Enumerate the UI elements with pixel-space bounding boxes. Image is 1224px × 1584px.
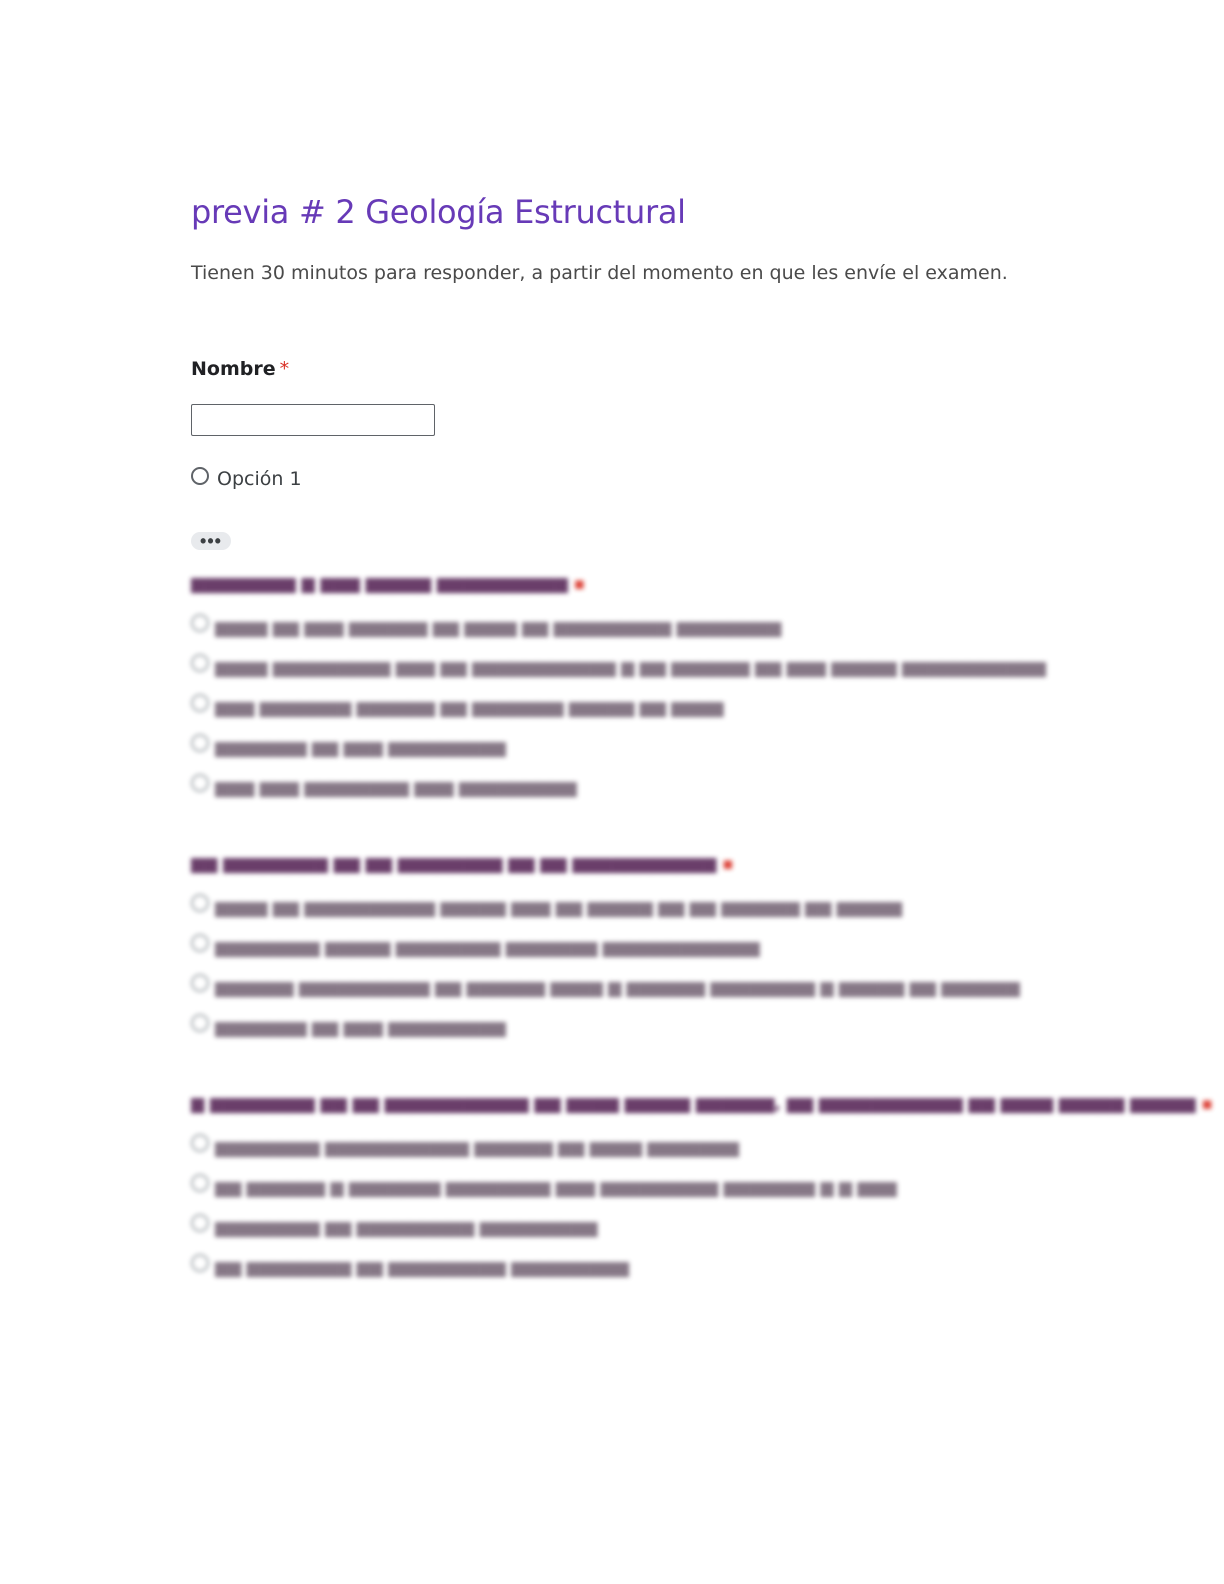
form-container — [191, 190, 1213, 1288]
question-option[interactable] — [191, 1248, 1091, 1288]
question-option[interactable] — [191, 608, 1091, 648]
question-title-blurred: ▆ ▆▆▆▆▆▆▆▆ ▆▆ ▆▆ ▆▆▆▆▆▆▆▆▆▆▆ ▆▆ ▆▆▆▆ ▆▆▆▆▆ ▆▆▆▆▆▆, ▆▆ ▆▆▆▆▆▆▆▆▆▆▆ ▆▆ ▆▆▆▆ ▆▆▆▆▆ ▆▆▆▆▆ ▪ — [191, 1094, 1213, 1114]
option-1-label: Opción 1 — [217, 468, 302, 490]
radio-button[interactable] — [191, 974, 209, 992]
required-asterisk: * — [279, 358, 290, 380]
name-label-text: Nombre — [191, 358, 276, 380]
form-description: Tienen 30 minutos para responder, a partir del momento en que les envíe el examen. — [191, 262, 1008, 284]
radio-button[interactable] — [191, 1174, 209, 1192]
question-options — [191, 608, 1091, 808]
question-option[interactable] — [191, 1128, 1091, 1168]
option-label-blurred: ▆▆▆ ▆▆▆▆▆▆▆ ▆▆▆▆▆▆ ▆▆ ▆▆▆▆▆▆▆ ▆▆▆▆▆ ▆▆ ▆▆▆▆ — [215, 698, 724, 718]
question-block — [191, 572, 1091, 808]
question-option[interactable] — [191, 768, 1091, 808]
name-field-label — [191, 356, 1091, 382]
question-block — [191, 1092, 1213, 1288]
option-label-blurred: ▆▆▆▆▆▆▆ ▆▆ ▆▆▆ ▆▆▆▆▆▆▆▆▆ — [215, 1018, 506, 1038]
radio-button[interactable] — [191, 734, 209, 752]
form-title: previa # 2 Geología Estructural — [191, 193, 686, 231]
question-option[interactable] — [191, 888, 1091, 928]
question-option[interactable] — [191, 1208, 1091, 1248]
radio-button[interactable] — [191, 1254, 209, 1272]
radio-button[interactable] — [191, 467, 209, 485]
radio-button[interactable] — [191, 694, 209, 712]
option-label-blurred: ▆▆ ▆▆▆▆▆▆▆▆ ▆▆ ▆▆▆▆▆▆▆▆▆ ▆▆▆▆▆▆▆▆▆ — [215, 1258, 629, 1278]
question-title-blurred: ▆▆ ▆▆▆▆▆▆▆▆ ▆▆ ▆▆ ▆▆▆▆▆▆▆▆ ▆▆ ▆▆ ▆▆▆▆▆▆▆▆▆▆▆ ▪ — [191, 854, 734, 874]
radio-button[interactable] — [191, 654, 209, 672]
name-input[interactable] — [191, 404, 435, 436]
question-option[interactable] — [191, 648, 1091, 688]
question-title-blurred: ▆▆▆▆▆▆▆▆ ▆ ▆▆▆ ▆▆▆▆▆ ▆▆▆▆▆▆▆▆▆▆ ▪ — [191, 574, 586, 594]
option-label-blurred: ▆▆▆ ▆▆▆ ▆▆▆▆▆▆▆▆ ▆▆▆ ▆▆▆▆▆▆▆▆▆ — [215, 778, 577, 798]
option-label-blurred: ▆▆▆▆ ▆▆ ▆▆▆▆▆▆▆▆▆▆ ▆▆▆▆▆ ▆▆▆ ▆▆ ▆▆▆▆▆ ▆▆ ▆▆ ▆▆▆▆▆▆ ▆▆ ▆▆▆▆▆ — [215, 898, 902, 918]
more-options-button[interactable]: ••• — [191, 532, 231, 550]
radio-button[interactable] — [191, 1134, 209, 1152]
radio-button[interactable] — [191, 894, 209, 912]
question-option[interactable] — [191, 1168, 1091, 1208]
question-option[interactable] — [191, 928, 1091, 968]
option-label-blurred: ▆▆▆▆▆▆▆▆ ▆▆▆▆▆▆▆▆▆▆▆ ▆▆▆▆▆▆ ▆▆ ▆▆▆▆ ▆▆▆▆▆▆▆ — [215, 1138, 739, 1158]
option-label-blurred: ▆▆▆▆ ▆▆▆▆▆▆▆▆▆ ▆▆▆ ▆▆ ▆▆▆▆▆▆▆▆▆▆▆ ▆ ▆▆ ▆▆▆▆▆▆ ▆▆ ▆▆▆ ▆▆▆▆▆ ▆▆▆▆▆▆▆▆▆▆▆ — [215, 658, 1046, 678]
option-label-blurred: ▆▆▆▆▆▆▆ ▆▆ ▆▆▆ ▆▆▆▆▆▆▆▆▆ — [215, 738, 506, 758]
radio-button[interactable] — [191, 934, 209, 952]
question-block — [191, 852, 1091, 1048]
question-option[interactable] — [191, 968, 1091, 1008]
option-label-blurred: ▆▆▆▆▆▆ ▆▆▆▆▆▆▆▆▆▆ ▆▆ ▆▆▆▆▆▆ ▆▆▆▆ ▆ ▆▆▆▆▆▆ ▆▆▆▆▆▆▆▆ ▆ ▆▆▆▆▆ ▆▆ ▆▆▆▆▆▆ — [215, 978, 1020, 998]
option-label-blurred: ▆▆ ▆▆▆▆▆▆ ▆ ▆▆▆▆▆▆▆ ▆▆▆▆▆▆▆▆ ▆▆▆ ▆▆▆▆▆▆▆▆▆ ▆▆▆▆▆▆▆ ▆ ▆ ▆▆▆ — [215, 1178, 897, 1198]
option-label-blurred: ▆▆▆▆▆▆▆▆ ▆▆▆▆▆ ▆▆▆▆▆▆▆▆ ▆▆▆▆▆▆▆ ▆▆▆▆▆▆▆▆▆▆▆▆ — [215, 938, 760, 958]
radio-button[interactable] — [191, 1214, 209, 1232]
radio-button[interactable] — [191, 774, 209, 792]
option-1-row[interactable] — [191, 466, 1091, 492]
question-options — [191, 888, 1091, 1048]
option-label-blurred: ▆▆▆▆ ▆▆ ▆▆▆ ▆▆▆▆▆▆ ▆▆ ▆▆▆▆ ▆▆ ▆▆▆▆▆▆▆▆▆ ▆▆▆▆▆▆▆▆ — [215, 618, 782, 638]
blurred-questions — [191, 572, 1213, 1288]
option-label-blurred: ▆▆▆▆▆▆▆▆ ▆▆ ▆▆▆▆▆▆▆▆▆ ▆▆▆▆▆▆▆▆▆ — [215, 1218, 598, 1238]
question-options — [191, 1128, 1091, 1288]
radio-button[interactable] — [191, 614, 209, 632]
question-option[interactable] — [191, 1008, 1091, 1048]
question-option[interactable] — [191, 688, 1091, 728]
radio-button[interactable] — [191, 1014, 209, 1032]
question-option[interactable] — [191, 728, 1091, 768]
